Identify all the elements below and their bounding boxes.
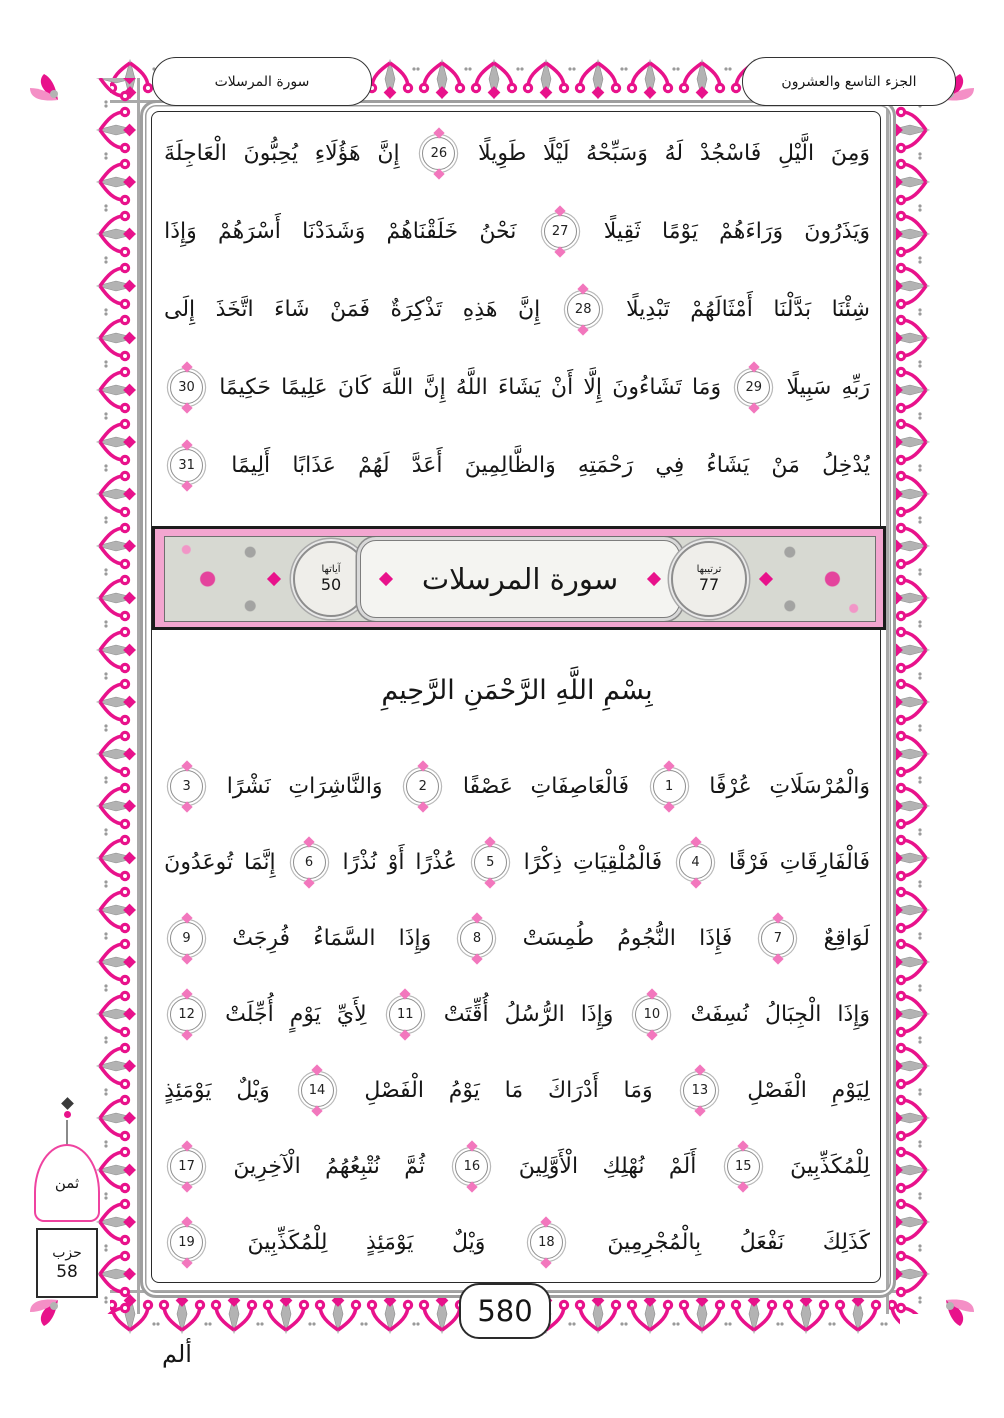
ayah-number: 17 — [178, 1158, 195, 1174]
ayah-word: نَشْرًا — [226, 773, 271, 799]
surah-order-value: 77 — [698, 575, 720, 594]
ayah-word: فَالْفَارِقَاتِ — [779, 849, 870, 875]
ayah-word: خَلَقْنَاهُمْ — [386, 218, 459, 244]
ayat-count-label: آياتها — [321, 564, 341, 575]
ayah-word: وَمِنَ — [830, 140, 870, 166]
ayah-word: الْأَوَّلِينَ — [518, 1153, 579, 1179]
ayah-word: وَإِذَا — [398, 925, 432, 951]
ayah-number: 31 — [178, 457, 195, 473]
ayah-number: 15 — [734, 1158, 752, 1174]
ayah-number-medallion — [170, 449, 203, 482]
ayah-number-medallion — [635, 998, 668, 1031]
quran-line — [164, 1128, 870, 1204]
ayah-word: وَإِذَا — [580, 1001, 614, 1027]
ayah-word: أَنْ — [550, 374, 574, 400]
ayah-word: بَدَّلْنَا — [773, 296, 812, 322]
surah-title-cartouche — [360, 540, 680, 618]
ayah-number: 3 — [182, 778, 191, 794]
ayah-word: تُوعَدُونَ — [164, 849, 234, 875]
ayah-word: إِنَّ — [377, 140, 400, 166]
ayah-number: 27 — [551, 223, 569, 239]
ayah-word: رَبِّهِ — [841, 374, 870, 400]
ayah-word: أُجِّلَتْ — [225, 1001, 274, 1027]
ayah-word: نَفْعَلُ — [739, 1229, 785, 1255]
ayah-number-medallion — [455, 1150, 488, 1183]
ayah-word: لَوَاقِعٌ — [823, 925, 870, 951]
header-juz-label: الجزء التاسع والعشرون — [781, 73, 917, 90]
ayah-word: نُسِفَتْ — [690, 1001, 749, 1027]
quran-line — [164, 114, 870, 192]
ayah-word: وَالْمُرْسَلَاتِ — [769, 773, 870, 799]
eighth-dome-badge — [34, 1144, 100, 1222]
header-surah-label: سورة المرسلات — [214, 73, 310, 90]
ayah-number: 7 — [773, 930, 783, 946]
ayah-word: الرُّسُلُ — [504, 1001, 565, 1027]
ayah-number-medallion — [170, 1150, 203, 1183]
header-juz-cartouche — [742, 57, 956, 106]
quran-line — [164, 1052, 870, 1128]
ayah-word: يَوْمُ — [448, 1077, 480, 1103]
eighth-label: ثمن — [54, 1174, 80, 1192]
ayah-word: يَوْمٍ — [289, 1001, 321, 1027]
ayah-word: أَلَمْ — [668, 1153, 697, 1179]
ayah-word: طَوِيلًا — [478, 140, 527, 166]
ayah-word: حَكِيمًا — [219, 374, 271, 400]
quran-line — [164, 270, 870, 348]
ayah-number-medallion — [683, 1074, 716, 1107]
ayah-number: 11 — [396, 1006, 414, 1022]
ayah-word: لِيَوْمِ — [831, 1077, 870, 1103]
ayah-number: 16 — [463, 1158, 481, 1174]
ayah-number-medallion — [422, 137, 455, 170]
quran-line — [164, 976, 870, 1052]
surah-title-banner — [152, 526, 886, 630]
ayah-word: إِلَى — [164, 296, 196, 322]
ayah-word: الْفَصْلِ — [364, 1077, 424, 1103]
ayah-word: فُرِجَتْ — [232, 925, 291, 951]
ayah-word: أَدْرَاكَ — [547, 1077, 599, 1103]
surah-order-label: ترتيبها — [696, 564, 722, 575]
ayah-word: الْفَصْلِ — [747, 1077, 807, 1103]
ayah-number: 14 — [308, 1082, 326, 1098]
ayah-word: وَسَبِّحْهُ — [586, 140, 648, 166]
minaret-finial-icon — [63, 1086, 72, 1146]
basmala-row — [164, 640, 870, 740]
ayah-number-medallion — [761, 922, 794, 955]
ayah-word: أَلِيمًا — [231, 452, 271, 478]
ayah-word: عَصْفًا — [462, 773, 513, 799]
ayah-number: 28 — [574, 301, 592, 317]
basmala-text: بِسْمِ اللَّهِ الرَّحْمَنِ الرَّحِيمِ — [381, 674, 653, 706]
ayah-word: طُمِسَتْ — [522, 925, 595, 951]
ayah-word: نُهْلِكِ — [602, 1153, 645, 1179]
banner-diamond-icon — [759, 572, 773, 586]
ayah-word: اتَّخَذَ — [215, 296, 254, 322]
ayah-word: وَإِذَا — [164, 218, 197, 244]
ayah-number: 6 — [304, 854, 314, 870]
ayah-word: وَيْلٌ — [451, 1229, 486, 1255]
ayah-word: رَحْمَتِهِ — [577, 452, 634, 478]
ayah-word: يَوْمَئِذٍ — [164, 1077, 212, 1103]
ayah-word: الْجِبَالُ — [764, 1001, 822, 1027]
ayah-word: لَيْلًا — [542, 140, 570, 166]
ayah-word: فَالْمُلْقِيَاتِ — [573, 849, 663, 875]
ayah-word: فَمَنْ — [330, 296, 371, 322]
hizb-number-box — [36, 1228, 98, 1298]
ayah-word: تَبْدِيلًا — [626, 296, 670, 322]
ayah-number: 9 — [182, 930, 191, 946]
ayat-count-medallion — [293, 541, 369, 617]
ayah-word: أُقِّتَتْ — [443, 1001, 489, 1027]
ayah-word: وَيَذَرُونَ — [804, 218, 870, 244]
ayah-number: 13 — [691, 1082, 709, 1098]
ayah-number-medallion — [170, 1226, 203, 1259]
hizb-marker — [34, 1086, 100, 1298]
quran-line — [164, 426, 870, 504]
ayah-word: الَّيْلِ — [777, 140, 815, 166]
quran-line — [164, 900, 870, 976]
ayah-number-medallion — [727, 1150, 760, 1183]
banner-diamond-icon — [267, 572, 281, 586]
ayah-number: 10 — [643, 1006, 661, 1022]
ayah-word: اللَّهَ — [381, 374, 414, 400]
ayat-block-al-insan — [164, 114, 870, 504]
surah-title: سورة المرسلات — [421, 562, 619, 596]
ayah-number: 18 — [538, 1234, 555, 1250]
quran-line — [164, 1204, 870, 1280]
surah-order-medallion — [671, 541, 747, 617]
quran-line — [164, 748, 870, 824]
ayah-word: يُحِبُّونَ — [243, 140, 299, 166]
ayah-word: لِلْمُكَذِّبِينَ — [790, 1153, 870, 1179]
ayah-number: 4 — [691, 854, 700, 870]
ayah-word: اللَّهُ — [455, 374, 488, 400]
ayah-word: إِلَّا — [583, 374, 603, 400]
ayah-word: وَمَا — [623, 1077, 653, 1103]
ayah-word: عُذْرًا — [415, 849, 457, 875]
ayah-number-medallion — [170, 998, 203, 1031]
quran-line — [164, 348, 870, 426]
ayah-word: تَذْكِرَةٌ — [390, 296, 443, 322]
ayah-number: 1 — [665, 778, 674, 794]
ayah-word: نَحْنُ — [479, 218, 517, 244]
ayah-word: يَوْمًا — [661, 218, 698, 244]
header-surah-cartouche — [152, 57, 372, 106]
ayah-word: النُّجُومُ — [617, 925, 676, 951]
ayah-word: فَاسْجُدْ — [699, 140, 762, 166]
ayah-word: نُتْبِعُهُمُ — [325, 1153, 380, 1179]
ayah-number-medallion — [170, 371, 203, 404]
ayah-word: يَشَاءَ — [497, 374, 541, 400]
ayah-word: لِأَيِّ — [336, 1001, 367, 1027]
ayah-word: وَالظَّالِمِينَ — [464, 452, 556, 478]
ayah-word: هَؤُلَاءِ — [314, 140, 361, 166]
ayah-word: فَالْعَاصِفَاتِ — [530, 773, 629, 799]
ayah-number-medallion — [544, 215, 577, 248]
ayah-word: وَالنَّاشِرَاتِ — [288, 773, 383, 799]
quran-line — [164, 824, 870, 900]
ayah-word: نُذْرًا — [342, 849, 377, 875]
ayah-number: 12 — [178, 1006, 195, 1022]
ayah-number-medallion — [170, 922, 203, 955]
ayah-word: أَعَدَّ — [411, 452, 443, 478]
ayah-word: إِنَّمَا — [244, 849, 276, 875]
ayah-word: يُدْخِلُ — [822, 452, 870, 478]
ayah-word: وَإِذَا — [837, 1001, 870, 1027]
ayah-number-medallion — [737, 371, 770, 404]
ayah-word: ثَقِيلًا — [603, 218, 641, 244]
ayah-word: لَهُ — [664, 140, 684, 166]
ayah-word: تَشَاءُونَ — [612, 374, 682, 400]
ayah-number: 30 — [178, 379, 195, 395]
ayah-word: أَمْثَالَهُمْ — [690, 296, 753, 322]
ayah-number-medallion — [389, 998, 422, 1031]
ayah-word: مَنْ — [771, 452, 800, 478]
ayah-number: 2 — [418, 778, 427, 794]
hizb-number: 58 — [56, 1262, 78, 1282]
ayah-word: شِئْنَا — [831, 296, 870, 322]
ayah-word: كَذَلِكَ — [822, 1229, 870, 1255]
page-number-badge — [459, 1283, 551, 1339]
ayah-number-medallion — [474, 846, 507, 879]
ayah-word: كَانَ — [337, 374, 372, 400]
hizb-label: حزب — [52, 1245, 82, 1261]
ayah-word: ثُمَّ — [404, 1153, 425, 1179]
ayah-word: وَيْلٌ — [236, 1077, 270, 1103]
ayah-word: عَلِيمًا — [281, 374, 328, 400]
ayah-word: يَشَاءُ — [706, 452, 750, 478]
ayah-number: 8 — [472, 930, 482, 946]
ayah-word: سَبِيلًا — [786, 374, 832, 400]
ayah-number-medallion — [460, 922, 493, 955]
ayat-block-al-mursalat — [164, 748, 870, 1280]
ayah-number-medallion — [301, 1074, 334, 1107]
ayah-word: فِي — [655, 452, 685, 478]
ayah-number: 29 — [745, 379, 763, 395]
ayah-word: يَوْمَئِذٍ — [365, 1229, 414, 1255]
ayah-number-medallion — [679, 846, 712, 879]
ayah-word: هَذِهِ — [462, 296, 498, 322]
ayah-word: وَمَا — [691, 374, 722, 400]
ayah-number-medallion — [170, 770, 203, 803]
ayah-word: وَشَدَدْنَا — [302, 218, 366, 244]
ayah-word: عُرْفًا — [709, 773, 752, 799]
ayah-word: إِنَّ — [423, 374, 446, 400]
quran-line — [164, 192, 870, 270]
ayah-word: إِنَّ — [517, 296, 541, 322]
ayah-number: 5 — [486, 854, 495, 870]
catchword: ألم — [162, 1340, 192, 1368]
ayah-word: الْعَاجِلَةَ — [164, 140, 227, 166]
ayah-word: شَاءَ — [274, 296, 310, 322]
ayah-number-medallion — [567, 293, 600, 326]
ayah-word: ذِكْرًا — [523, 849, 563, 875]
ayah-word: لِلْمُكَذِّبِينَ — [247, 1229, 328, 1255]
ayah-word: عَذَابًا — [292, 452, 336, 478]
ayat-count-value: 50 — [320, 575, 342, 594]
ayah-word: مَا — [504, 1077, 524, 1103]
page-number: 580 — [477, 1294, 533, 1328]
ayah-word: فَإِذَا — [699, 925, 733, 951]
ayah-word: فَرْقًا — [728, 849, 769, 875]
ayah-word: أَسْرَهُمْ — [217, 218, 281, 244]
ayah-number: 19 — [178, 1234, 195, 1250]
ayah-word: وَرَاءَهُمْ — [719, 218, 784, 244]
surah-banner-ornament — [164, 536, 876, 622]
ayah-number-medallion — [406, 770, 439, 803]
ayah-number-medallion — [530, 1226, 563, 1259]
ayah-number-medallion — [293, 846, 326, 879]
ayah-word: أَوْ — [387, 849, 405, 875]
ayah-number-medallion — [653, 770, 686, 803]
ayah-word: الْآخِرِينَ — [233, 1153, 301, 1179]
ayah-word: لَهُمْ — [358, 452, 390, 478]
ayah-word: السَّمَاءُ — [313, 925, 376, 951]
ayah-word: بِالْمُجْرِمِينَ — [607, 1229, 702, 1255]
ayah-number: 26 — [430, 145, 448, 161]
